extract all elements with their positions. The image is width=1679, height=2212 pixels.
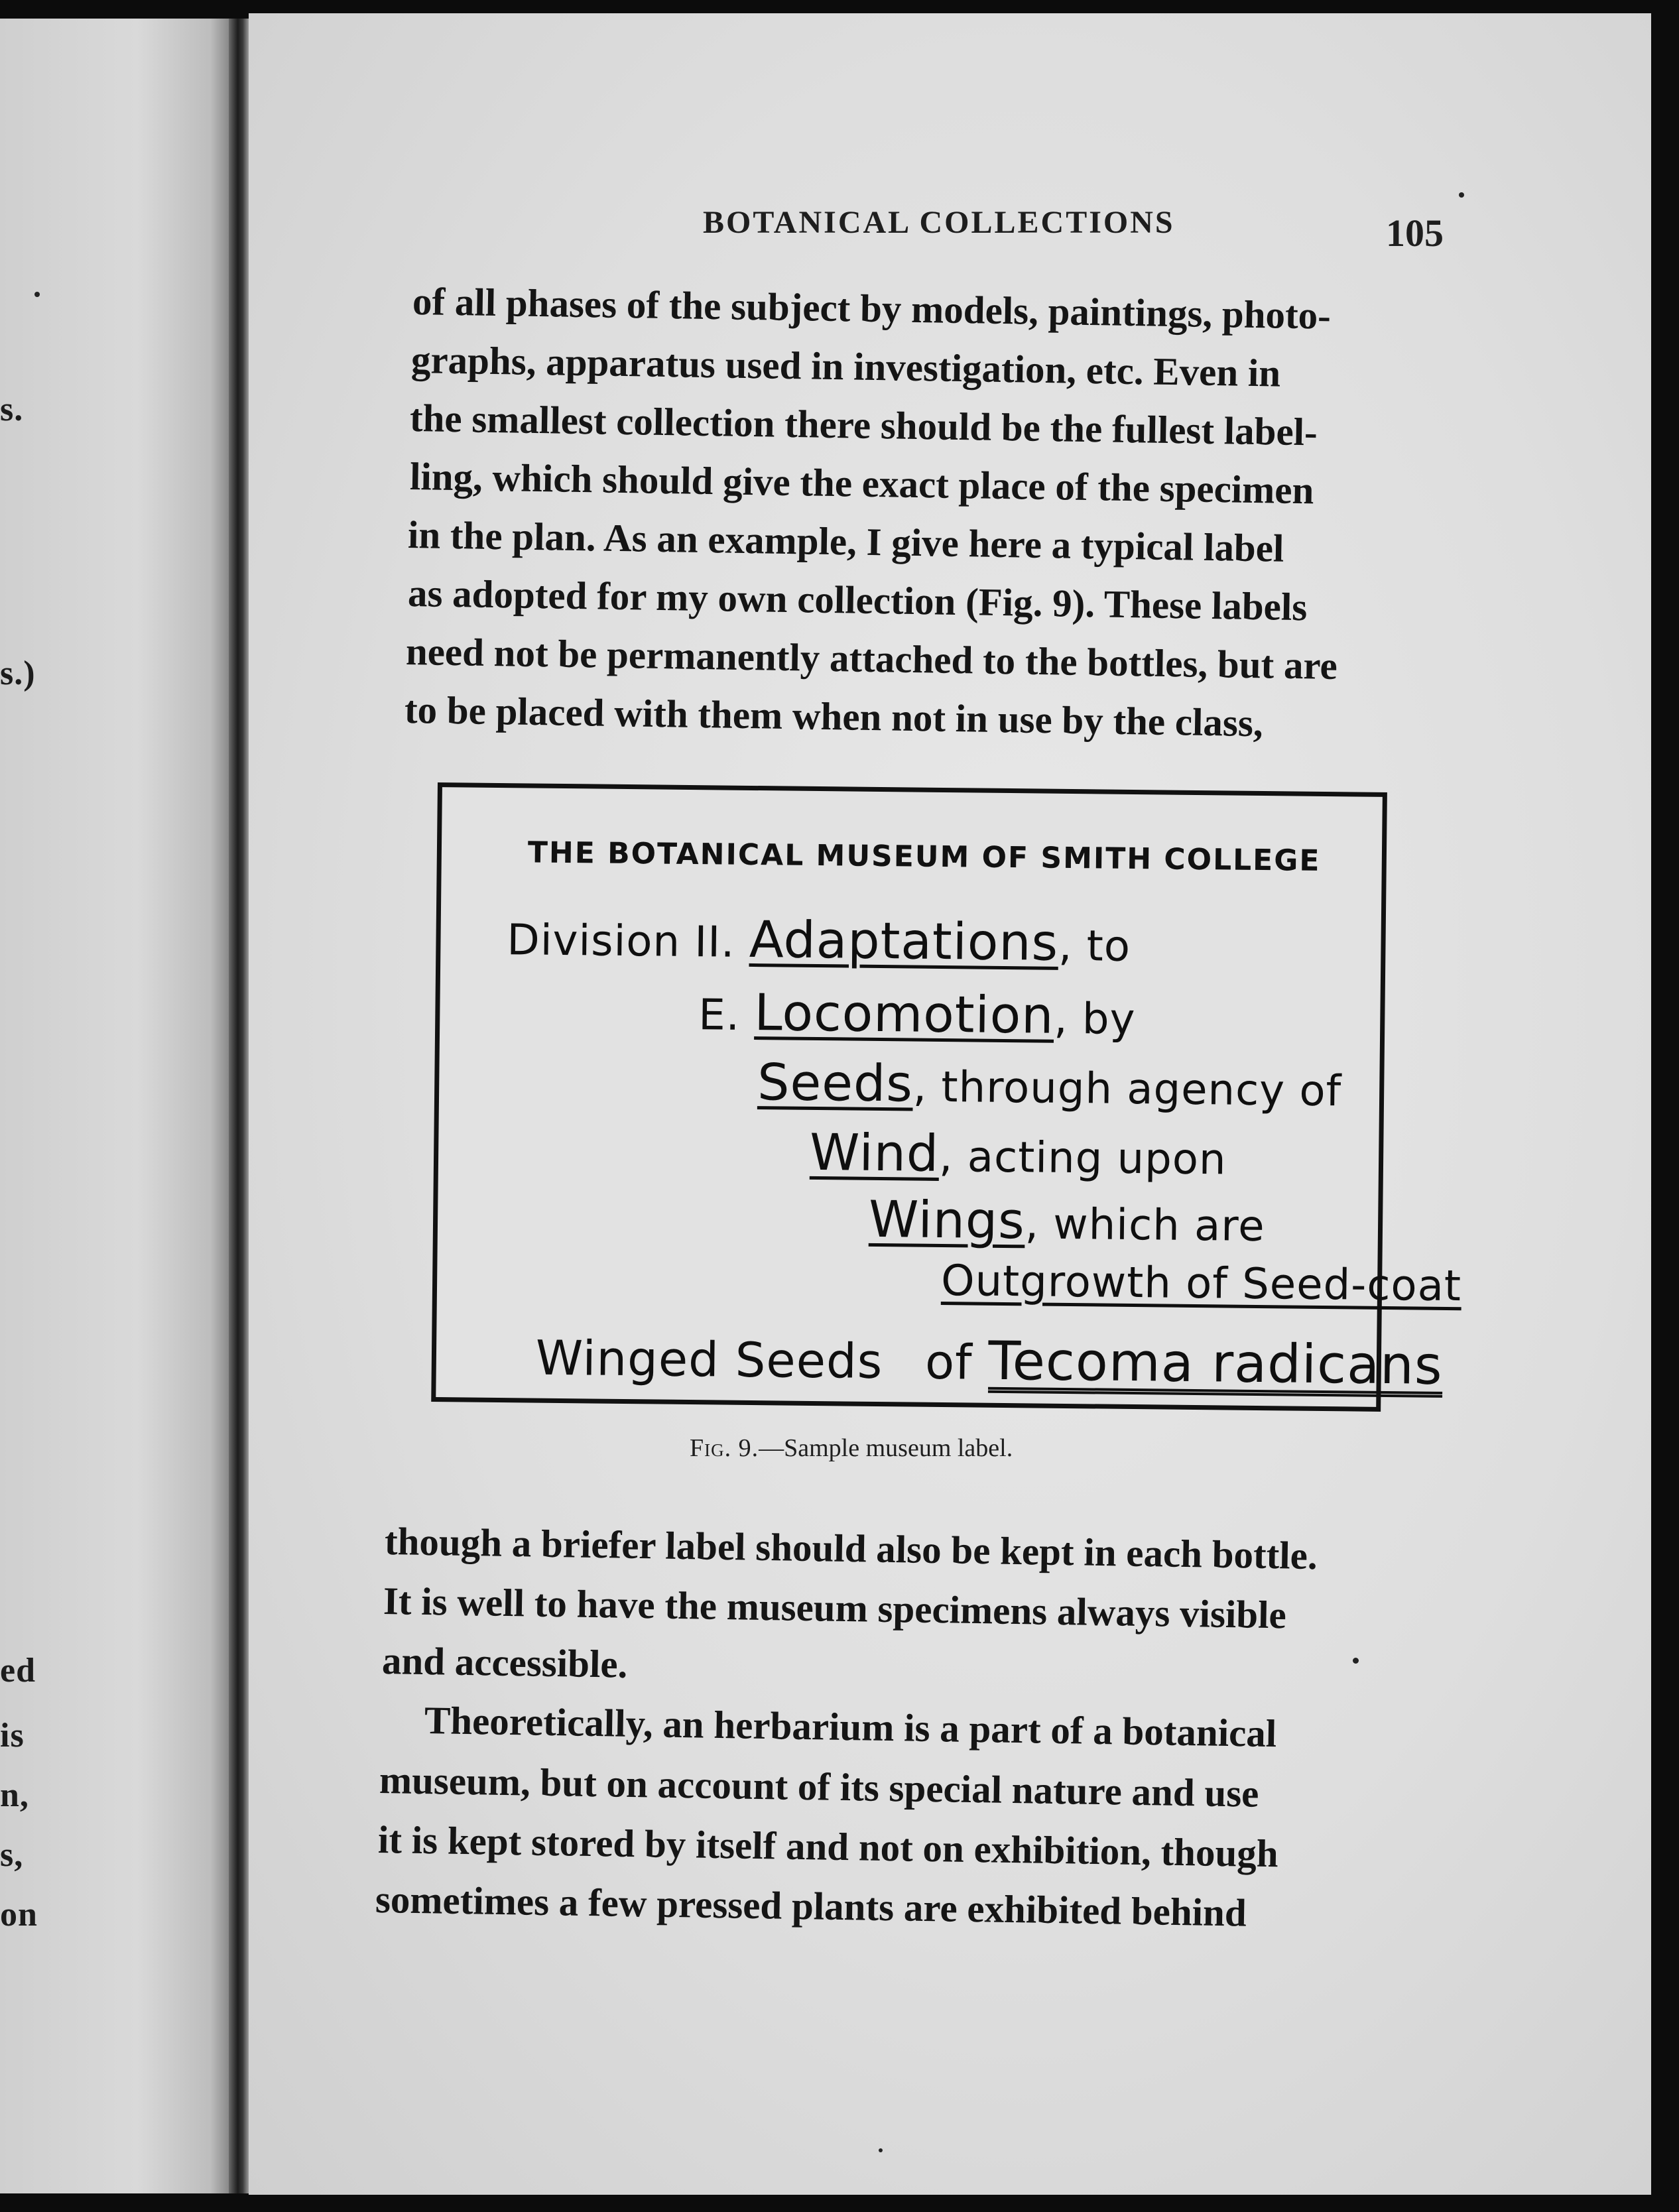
caption-figure-number: Fig. 9. [690, 1434, 759, 1462]
label-line-seeds [757, 1052, 1342, 1117]
term-locomotion: Locomotion [754, 983, 1054, 1045]
caption-text: —Sample museum label. [759, 1434, 1013, 1462]
seeds-suffix: , through agency of [912, 1062, 1342, 1117]
wings-suffix: , which are [1025, 1199, 1266, 1252]
figure-caption [690, 1434, 1013, 1463]
left-edge-fragment: ed [0, 1652, 36, 1690]
term-outgrowth: Outgrowth of Seed-coat [940, 1256, 1462, 1312]
left-edge-fragment: n, [0, 1776, 29, 1814]
text-line: and accessible. [381, 1638, 628, 1686]
left-facing-page [0, 19, 229, 2193]
left-edge-fragment: s, [0, 1836, 24, 1874]
left-edge-fragment: s.) [0, 654, 36, 692]
label-line-division [507, 907, 1131, 973]
scan-speck [879, 2148, 883, 2152]
text-line: ling, which should give the exact place of the specimen [409, 454, 1314, 513]
left-edge-fragment: is [0, 1717, 25, 1754]
left-edge-fragment: s. [0, 391, 24, 428]
scan-speck [1353, 1658, 1359, 1664]
scan-speck [34, 292, 40, 297]
text-line: it is kept stored by itself and not on exhibition, though [377, 1817, 1279, 1876]
text-line: the smallest collection there should be the fullest label- [409, 396, 1318, 454]
text-line: of all phases of the subject by models, paintings, photo- [412, 279, 1332, 338]
book-gutter [229, 19, 249, 2193]
text-line: need not be permanently attached to the bottles, but are [405, 629, 1338, 688]
label-line-wind [810, 1123, 1227, 1186]
text-line: Theoretically, an herbarium is a part of a botanical [424, 1698, 1277, 1756]
museum-label-figure [431, 782, 1462, 1412]
term-wind: Wind [809, 1122, 940, 1183]
running-head: BOTANICAL COLLECTIONS [703, 205, 1175, 240]
term-adaptations: Adaptations [749, 909, 1059, 972]
text-line: as adopted for my own collection (Fig. 9). These labels [407, 571, 1308, 629]
text-line: in the plan. As an example, I give here a typical label [407, 513, 1284, 570]
specimen-prefix: Winged Seeds [535, 1329, 883, 1390]
term-seeds: Seeds [757, 1052, 914, 1113]
wind-suffix: , acting upon [938, 1132, 1227, 1185]
text-line: graphs, apparatus used in investigation, etc. Even in [410, 338, 1281, 395]
label-line-wings [869, 1190, 1265, 1253]
text-line: though a briefer label should also be kept in each bottle. [384, 1519, 1318, 1578]
division-prefix: Division II. [507, 916, 735, 967]
division-suffix: , to [1058, 921, 1131, 971]
label-line-outgrowth [941, 1257, 1462, 1311]
left-edge-fragment: on [0, 1896, 38, 1934]
label-title: THE BOTANICAL MUSEUM OF SMITH COLLEGE [527, 835, 1321, 878]
text-line: museum, but on account of its special nature and use [379, 1758, 1259, 1815]
specimen-middle: of [924, 1333, 973, 1390]
locomotion-suffix: , by [1053, 994, 1136, 1045]
text-line: sometimes a few pressed plants are exhibited behind [375, 1877, 1247, 1935]
text-line: to be placed with them when not in use by the class, [404, 688, 1264, 745]
term-tecoma-radicans: Tecoma radicans [987, 1329, 1444, 1396]
text-line: It is well to have the museum specimens always visible [383, 1579, 1287, 1637]
label-line-specimen [535, 1325, 1443, 1396]
label-line-locomotion [698, 982, 1136, 1046]
scan-speck [1459, 192, 1464, 198]
term-wings: Wings [868, 1189, 1026, 1251]
page-number: 105 [1386, 212, 1444, 255]
locomotion-prefix: E. [698, 991, 741, 1040]
